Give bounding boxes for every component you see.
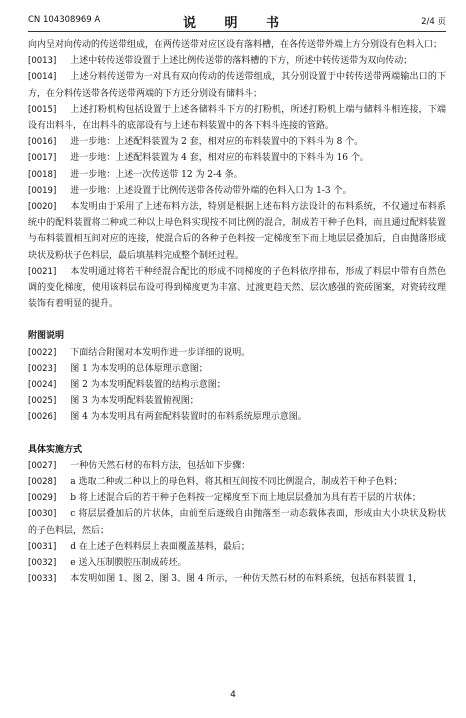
paragraph-number: [0028] [28,477,57,488]
paragraph-number: [0025] [28,396,57,407]
paragraph [28,555,446,571]
paragraph [28,150,446,166]
paragraph [28,183,446,199]
paragraph-text: b 将上述混合后的若干种子色料按一定梯度至下而上地层层叠加为具有若干层的片状体； [70,493,421,504]
paragraph-text: 下面结合附图对本发明作进一步详细的说明。 [70,347,251,358]
paragraph-text: 进一步地：上述配料装置为 2 套，相对应的布料装置中的下料斗为 8 个。 [70,137,364,148]
paragraph [28,377,446,393]
paragraph-number: [0024] [28,380,57,391]
paragraph-number: [0019] [28,185,57,196]
paragraph-text: 图 3 为本发明配料装置俯视图； [70,396,199,407]
paragraph [28,458,446,474]
section-heading-figures: 附图说明 [28,331,65,342]
paragraph [28,102,446,134]
paragraph-text: 进一步地：上述一次传送带 12 为 2-4 条。 [70,169,243,180]
paragraph-text: 本发明如图 1、图 2、图 3、图 4 所示，一种仿天然石材的布料系统，包括布料装置 1， [70,574,423,585]
paragraph-number: [0013] [28,56,57,67]
document-title: 说 明 书 [182,16,292,31]
paragraph-text: 上述中转传送带设置于上述比例传送带的落料槽的下方，所述中转传送带为双向传动； [70,56,413,67]
paragraph [28,571,446,587]
paragraph-number: [0030] [28,509,57,520]
paragraph-number: [0021] [28,266,57,277]
paragraph-text: 图 1 为本发明的总体原理示意图； [70,363,208,374]
paragraph-text: 上述分料传送带为一对具有双向传动的传送带组成，其分别设置于中转传送带两端输出口的下方，在分料传送带各传送带两端的下方还分别设有储料斗； [28,72,446,99]
paragraph [28,539,446,555]
paragraph-number: [0029] [28,493,57,504]
paragraph [28,345,446,361]
paragraph [28,409,446,425]
page-indicator: 2/4 页 [421,17,446,27]
document-body [28,37,446,588]
paragraph-number: [0033] [28,574,57,585]
page-number-footer: 4 [230,690,236,700]
paragraph [28,53,446,69]
paragraph-number: [0017] [28,153,57,164]
paragraph-number: [0026] [28,412,57,423]
paragraph [28,134,446,150]
paragraph-number: [0022] [28,347,57,358]
paragraph [28,361,446,377]
paragraph [28,264,446,313]
paragraph-number: [0032] [28,558,57,569]
paragraph-text: 图 4 为本发明具有两套配料装置时的布料系统原理示意图。 [70,412,307,423]
paragraph-text: 图 2 为本发明配料装置的结构示意图； [70,380,226,391]
paragraph-text: a 选取二种或二种以上的母色料，将其相互间按不同比例混合，制成若干种子色料； [70,477,403,488]
paragraph-number: [0015] [28,104,57,115]
paragraph-text: c 将层层叠加后的片状体，由前至后逐级自由抛落至一动态载体表面，形成由大小块状及粉状的子色料层，然后； [28,509,446,536]
page-header [28,12,446,30]
paragraph-number: [0018] [28,169,57,180]
paragraph [28,37,446,53]
paragraph-number: [0031] [28,541,57,552]
paragraph-number: [0020] [28,202,57,213]
paragraph-number: [0016] [28,137,57,148]
header-divider [28,31,446,32]
paragraph [28,490,446,506]
paragraph-text: 本发明通过将若干种经混合配比的形成不同梯度的子色料依序排布，形成了料层中带有自然色调的变化梯度，使用该料层布设可得到梯度更为丰富、过渡更趋天然、层次感强的瓷砖图案，对瓷砖纹理装饰有着明显的提升。 [28,266,446,310]
document-number: CN 104308969 A [28,15,101,25]
paragraph [28,474,446,490]
paragraph-text: 进一步地：上述配料装置为 4 套，相对应的布料装置中的下料斗为 16 个。 [70,153,369,164]
paragraph-text: 一种仿天然石材的布料方法，包括如下步骤： [70,460,251,471]
paragraph-number: [0027] [28,460,57,471]
paragraph-text: 上述打粉机构包括设置于上述各储料斗下方的打粉机，所述打粉机上端与储料斗相连接，下端设有出料斗，在出料斗的底部设有与上述布料装置中的各下料斗连接的管路。 [28,104,446,132]
paragraph-text: 本发明由于采用了上述布料方法，特别是根据上述布料方法设计的布料系统，不仅通过布料系统中的配料装置将二种或二种以上母色料实现按不同比例的混合，制成若干种子色料，而且通过配料装置与布料装置相互间对应的连接，使混合后的各种子色料按一定梯度至下而上地层层叠加后，自由抛落形成块状及粉状子色料层，最后填基料完成整个制坯过程。 [28,202,446,261]
paragraph-text: 进一步地：上述设置于比例传送带各传动带外端的色料入口为 1-3 个。 [70,185,352,196]
paragraph [28,167,446,183]
paragraph-number: [0014] [28,72,57,83]
paragraph [28,199,446,264]
paragraph-text: e 送入压制膜腔压制成砖坯。 [70,558,187,569]
section-heading-embodiment: 具体实施方式 [28,444,83,455]
paragraph [28,69,446,101]
paragraph-text: 向内呈对向传动的传送带组成，在两传送带对应区设有落料槽，在各传送带外端上方分别设有色料入口； [28,40,443,50]
paragraph [28,506,446,538]
paragraph-text: d 在上述子色料料层上表面覆盖基料，最后； [70,541,250,552]
paragraph [28,393,446,409]
paragraph-number: [0023] [28,363,57,374]
